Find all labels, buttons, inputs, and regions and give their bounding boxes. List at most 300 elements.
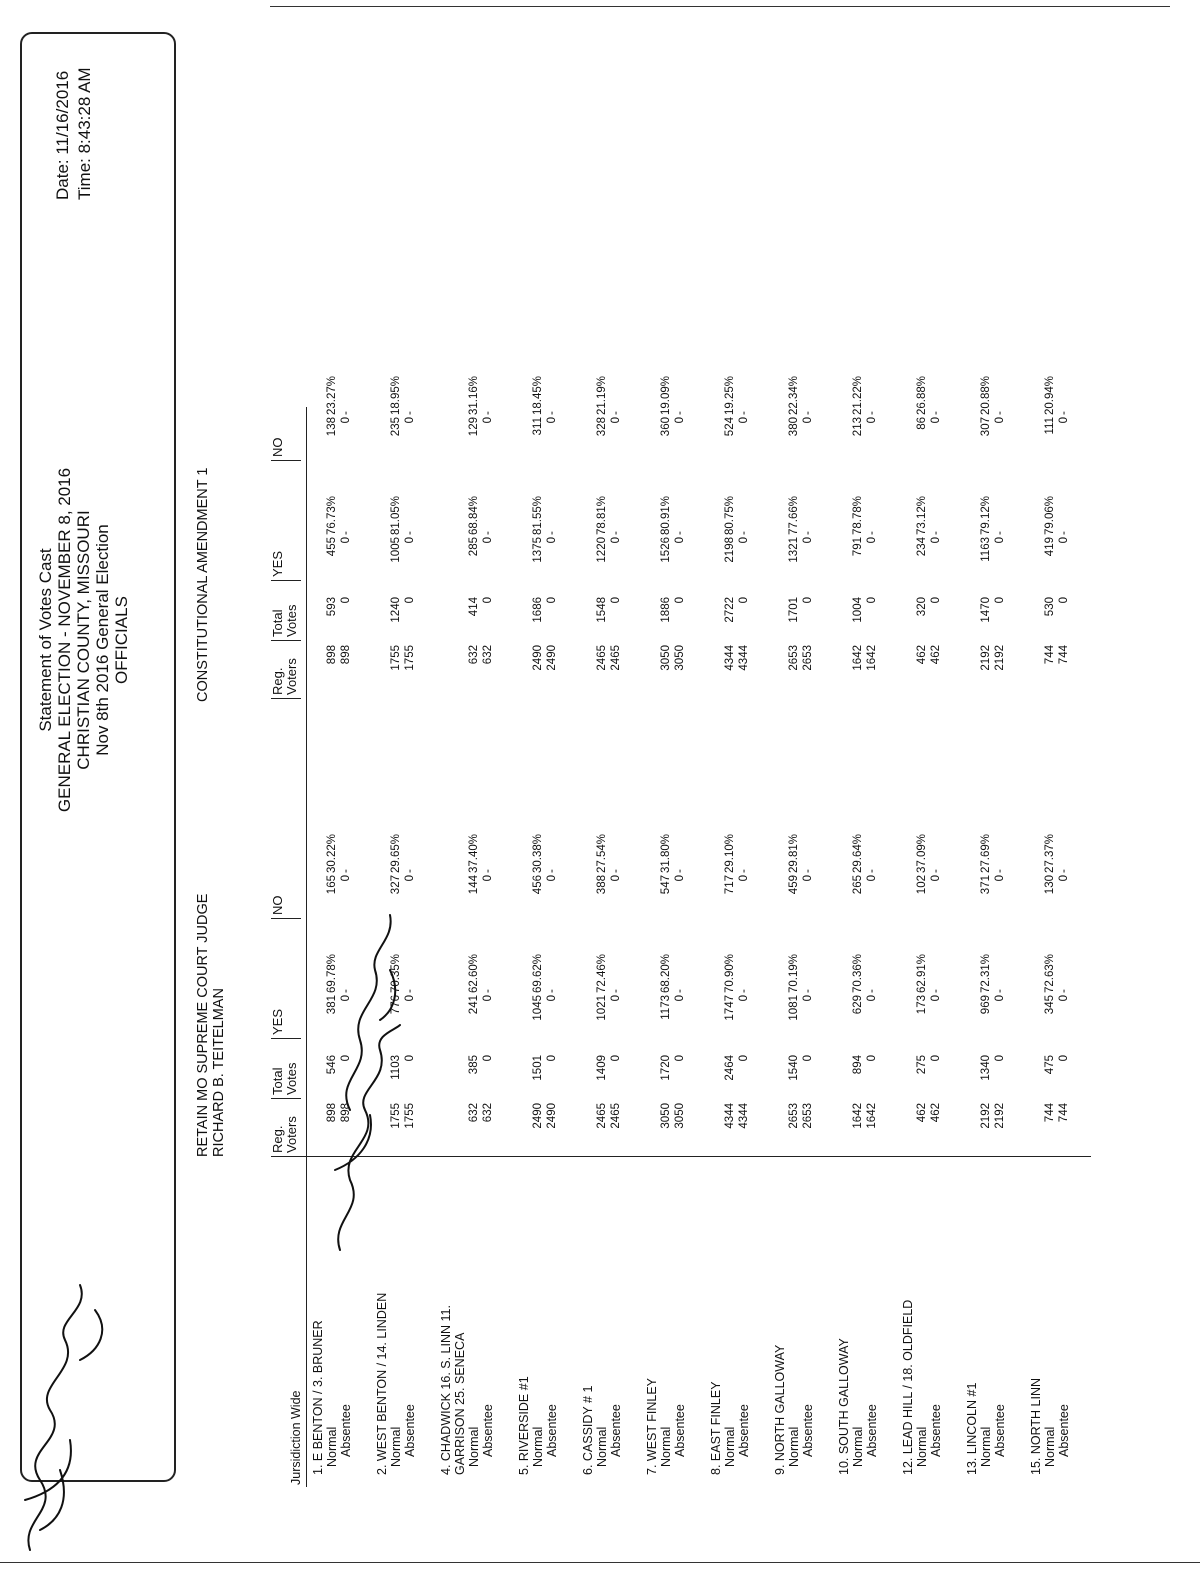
c1-total-votes-cell: 0	[610, 1055, 622, 1062]
c1-total-votes-cell: 0	[546, 1055, 558, 1062]
title-line-4: Nov 8th 2016 General Election	[93, 524, 112, 756]
c2-no-pct-cell: -	[994, 411, 1006, 415]
c2-no-pct-cell: -	[1058, 411, 1070, 415]
absentee-label: Absentee	[481, 1404, 495, 1457]
c1-no-votes-cell: 0	[866, 875, 878, 882]
c1-reg-voters-cell: 1755	[404, 1103, 416, 1129]
c2-yes-votes-cell: 0	[610, 537, 622, 544]
c2-yes-pct-cell: -	[802, 531, 814, 535]
c1-no-votes-cell: 0	[546, 875, 558, 882]
c2-yes-votes-cell: 0	[930, 537, 942, 544]
title-line-2: GENERAL ELECTION - NOVEMBER 8, 2016	[55, 467, 74, 813]
c1-no-votes-cell: 144	[468, 875, 480, 895]
c1-total-votes-cell: 275	[916, 1055, 928, 1075]
c1-no-pct-cell: 29.65%	[390, 833, 402, 873]
c1-no-votes-cell: 456	[532, 875, 544, 895]
c1-reg-voters-cell: 898	[326, 1103, 338, 1123]
contest-2-yes-header-text: YES	[270, 550, 285, 577]
c2-yes-votes-cell: 1220	[596, 537, 608, 563]
c2-yes-votes-cell: 285	[468, 537, 480, 557]
c1-yes-pct-cell: -	[866, 989, 878, 993]
c2-yes-pct-cell: 73.12%	[916, 495, 928, 535]
c2-no-votes-cell: 0	[1058, 417, 1070, 424]
c2-no-pct-cell: 19.09%	[660, 375, 672, 415]
precinct-name: 4. CHADWICK 16. S. LINN 11.	[439, 1305, 453, 1475]
c2-no-votes-cell: 0	[610, 417, 622, 424]
c1-yes-votes-cell: 241	[468, 995, 480, 1015]
c1-yes-pct-cell: 72.63%	[1044, 953, 1056, 993]
c1-yes-pct-cell: -	[738, 989, 750, 993]
c1-no-pct-cell: -	[404, 869, 416, 873]
absentee-row	[929, 407, 943, 1487]
contest-1-no-header-text: NO	[270, 895, 285, 915]
c2-no-pct-cell: 18.95%	[390, 375, 402, 415]
c1-no-votes-cell: 0	[482, 875, 494, 882]
normal-row	[915, 375, 929, 1487]
c2-yes-pct-cell: 68.84%	[468, 495, 480, 535]
c2-no-pct-cell: -	[404, 411, 416, 415]
c2-yes-pct-cell: 80.91%	[660, 495, 672, 535]
normal-row	[787, 375, 801, 1487]
c2-no-pct-cell: -	[738, 411, 750, 415]
c2-yes-votes-cell: 1163	[980, 537, 992, 562]
c1-yes-pct-cell: 69.62%	[532, 953, 544, 993]
c2-no-pct-cell: 21.19%	[596, 375, 608, 415]
c2-yes-votes-cell: 2198	[724, 537, 736, 563]
c1-no-votes-cell: 388	[596, 875, 608, 895]
c1-no-votes-cell: 371	[980, 875, 992, 895]
normal-row	[659, 375, 673, 1487]
c2-no-pct-cell: 22.34%	[788, 375, 800, 415]
c1-yes-pct-cell: -	[802, 989, 814, 993]
c2-no-pct-cell: 23.27%	[326, 375, 338, 415]
c2-no-votes-cell: 0	[546, 417, 558, 424]
c2-total-votes-cell: 530	[1044, 597, 1056, 617]
absentee-label: Absentee	[929, 1404, 943, 1457]
c1-reg-voters-cell: 1642	[866, 1103, 878, 1129]
c2-yes-pct-cell: 76.73%	[326, 495, 338, 535]
absentee-label: Absentee	[801, 1404, 815, 1457]
precinct-name-cont: GARRISON 25. SENECA	[453, 1332, 467, 1475]
c1-no-pct-cell: 27.37%	[1044, 833, 1056, 873]
c2-reg-voters-cell: 1755	[404, 645, 416, 671]
c1-yes-votes-cell: 173	[916, 995, 928, 1015]
contest-1-title-line-2: RICHARD B. TEITELMAN	[211, 988, 227, 1157]
c1-no-votes-cell: 0	[340, 875, 352, 882]
title-line-5: OFFICIALS	[112, 596, 131, 684]
contest-2-title-line-1: CONSTITUTIONAL AMENDMENT 1	[195, 467, 211, 702]
c2-yes-pct-cell: -	[930, 531, 942, 535]
c2-total-votes-cell: 0	[340, 597, 352, 604]
c2-reg-voters-cell: 1755	[390, 645, 402, 671]
c1-yes-votes-cell: 345	[1044, 995, 1056, 1015]
contest-1-yes-header	[271, 1009, 301, 1039]
c2-total-votes-cell: 1004	[852, 597, 864, 623]
c2-reg-voters-cell: 462	[916, 645, 928, 665]
c2-reg-voters-cell: 2653	[802, 645, 814, 671]
c1-total-votes-cell: 0	[340, 1055, 352, 1062]
c2-yes-votes-cell: 0	[866, 537, 878, 544]
normal-label: Normal	[467, 1426, 481, 1467]
contest-2-total-votes-header	[271, 604, 301, 641]
c2-reg-voters-cell: 1642	[852, 645, 864, 671]
c2-total-votes-cell: 0	[482, 597, 494, 604]
normal-label: Normal	[787, 1426, 801, 1467]
c2-total-votes-cell: 0	[866, 597, 878, 604]
c1-no-pct-cell: -	[482, 869, 494, 873]
c1-no-pct-cell: -	[1058, 869, 1070, 873]
c1-no-pct-cell: 29.64%	[852, 833, 864, 873]
absentee-label: Absentee	[609, 1404, 623, 1457]
contest-2-yes-header	[271, 551, 301, 581]
c1-yes-pct-cell: -	[482, 989, 494, 993]
normal-label: Normal	[979, 1426, 993, 1467]
c2-yes-votes-cell: 0	[994, 537, 1006, 544]
precinct-row	[439, 407, 453, 1487]
c2-yes-pct-cell: 80.75%	[724, 495, 736, 535]
c2-no-votes-cell: 138	[326, 417, 338, 437]
c1-no-pct-cell: 29.10%	[724, 833, 736, 873]
c2-total-votes-cell: 0	[610, 597, 622, 604]
c2-reg-voters-cell: 462	[930, 645, 942, 665]
c1-total-votes-cell: 894	[852, 1055, 864, 1075]
c1-no-pct-cell: -	[674, 869, 686, 873]
absentee-label: Absentee	[865, 1404, 879, 1457]
precinct-name: 9. NORTH GALLOWAY	[773, 1344, 787, 1475]
c2-total-votes-cell: 1548	[596, 597, 608, 623]
c1-no-votes-cell: 327	[390, 875, 402, 895]
c2-no-votes-cell: 0	[340, 417, 352, 424]
c2-total-votes-cell: 1470	[980, 597, 992, 623]
c2-yes-pct-cell: 77.66%	[788, 495, 800, 535]
c1-total-votes-cell: 1501	[532, 1055, 544, 1081]
header-rule	[306, 407, 307, 1487]
jurisdiction-label: Jursidiction Wide	[289, 1390, 303, 1485]
absentee-row	[609, 407, 623, 1487]
c1-no-votes-cell: 165	[326, 875, 338, 895]
precinct-name: 6. CASSIDY # 1	[581, 1385, 595, 1475]
c1-yes-votes-cell: 1173	[660, 995, 672, 1020]
c1-total-votes-cell: 0	[930, 1055, 942, 1062]
c1-reg-voters-cell: 2490	[546, 1103, 558, 1129]
c2-reg-voters-cell: 2192	[994, 645, 1006, 671]
c1-no-votes-cell: 130	[1044, 875, 1056, 895]
c1-total-votes-cell: 0	[404, 1055, 416, 1062]
scan-edge-top	[270, 6, 1170, 7]
c1-total-votes-cell: 0	[866, 1055, 878, 1062]
c1-reg-voters-cell: 2465	[596, 1103, 608, 1129]
c2-no-pct-cell: -	[930, 411, 942, 415]
c1-no-pct-cell: -	[610, 869, 622, 873]
contest-2-no-header	[271, 438, 301, 462]
c2-no-votes-cell: 0	[482, 417, 494, 424]
c1-yes-pct-cell: -	[930, 989, 942, 993]
c1-total-votes-cell: 0	[674, 1055, 686, 1062]
c2-reg-voters-cell: 2653	[788, 645, 800, 671]
c1-yes-votes-cell: 629	[852, 995, 864, 1015]
c1-no-pct-cell: 27.54%	[596, 833, 608, 873]
c2-no-pct-cell: -	[866, 411, 878, 415]
absentee-row	[545, 407, 559, 1487]
normal-label: Normal	[595, 1426, 609, 1467]
absentee-row	[865, 407, 879, 1487]
c2-reg-voters-cell: 2465	[596, 645, 608, 671]
c2-yes-votes-cell: 419	[1044, 537, 1056, 557]
precinct-name: 1. E BENTON / 3. BRUNER	[311, 1320, 325, 1475]
c1-no-pct-cell: -	[930, 869, 942, 873]
c1-reg-voters-cell: 4344	[738, 1103, 750, 1129]
c2-yes-pct-cell: 78.78%	[852, 495, 864, 535]
c2-yes-votes-cell: 0	[802, 537, 814, 544]
c1-yes-votes-cell: 0	[738, 995, 750, 1002]
c1-yes-votes-cell: 1747	[724, 995, 736, 1021]
c1-total-votes-cell: 1340	[980, 1055, 992, 1081]
c2-yes-pct-cell: 79.06%	[1044, 495, 1056, 535]
c2-no-pct-cell: -	[340, 411, 352, 415]
c1-yes-pct-cell: 62.91%	[916, 953, 928, 993]
c1-reg-voters-cell: 4344	[724, 1103, 736, 1129]
c2-total-votes-cell: 0	[802, 597, 814, 604]
c2-yes-pct-cell: 79.12%	[980, 495, 992, 535]
precinct-row	[837, 407, 851, 1487]
signature-3	[330, 900, 410, 1120]
contest-2-title	[195, 468, 211, 702]
c1-total-votes-cell: 0	[802, 1055, 814, 1062]
c2-total-votes-cell: 0	[738, 597, 750, 604]
c2-no-votes-cell: 0	[802, 417, 814, 424]
c2-yes-votes-cell: 0	[738, 537, 750, 544]
c1-reg-voters-cell: 632	[482, 1103, 494, 1123]
precinct-name: 8. EAST FINLEY	[709, 1381, 723, 1475]
c1-no-pct-cell: 27.69%	[980, 833, 992, 873]
c1-no-pct-cell: -	[802, 869, 814, 873]
c2-total-votes-cell: 0	[674, 597, 686, 604]
c1-no-votes-cell: 0	[404, 875, 416, 882]
precinct-row	[517, 407, 531, 1487]
c2-yes-pct-cell: -	[866, 531, 878, 535]
c2-total-votes-cell: 0	[1058, 597, 1070, 604]
c2-total-votes-cell: 2722	[724, 597, 736, 623]
c2-yes-votes-cell: 0	[404, 537, 416, 544]
c1-no-votes-cell: 0	[994, 875, 1006, 882]
c1-no-pct-cell: 29.81%	[788, 833, 800, 873]
c2-yes-votes-cell: 234	[916, 537, 928, 557]
c2-reg-voters-cell: 2465	[610, 645, 622, 671]
c2-no-votes-cell: 360	[660, 417, 672, 437]
c1-no-votes-cell: 265	[852, 875, 864, 895]
title-line-1: Statement of Votes Cast	[36, 548, 55, 732]
c1-yes-votes-cell: 0	[802, 995, 814, 1002]
normal-label: Normal	[389, 1426, 403, 1467]
c2-no-votes-cell: 311	[532, 417, 544, 436]
c1-yes-votes-cell: 0	[866, 995, 878, 1002]
precinct-name: 12. LEAD HILL / 18. OLDFIELD	[901, 1299, 915, 1475]
signature-1	[0, 1270, 140, 1560]
contest-2-reg-voters-header	[271, 658, 301, 699]
normal-label: Normal	[1043, 1426, 1057, 1467]
c2-no-votes-cell: 0	[930, 417, 942, 424]
c2-yes-pct-cell: 81.05%	[390, 495, 402, 535]
report-time: Time: 8:43:28 AM	[75, 67, 94, 200]
c1-total-votes-cell: 0	[994, 1055, 1006, 1062]
absentee-row	[993, 407, 1007, 1487]
c1-no-votes-cell: 459	[788, 875, 800, 895]
c2-yes-votes-cell: 1375	[532, 537, 544, 563]
c1-reg-voters-cell: 2653	[802, 1103, 814, 1129]
precinct-name: 13. LINCOLN #1	[965, 1382, 979, 1475]
precinct-name: 5. RIVERSIDE #1	[517, 1376, 531, 1475]
title-line-3: CHRISTIAN COUNTY, MISSOURI	[74, 510, 93, 770]
c1-reg-voters-cell: 2653	[788, 1103, 800, 1129]
c2-no-pct-cell: -	[674, 411, 686, 415]
c2-reg-voters-cell: 4344	[724, 645, 736, 671]
c2-total-votes-cell: 0	[930, 597, 942, 604]
c1-yes-votes-cell: 0	[482, 995, 494, 1002]
c1-reg-voters-cell: 2192	[980, 1103, 992, 1129]
c1-yes-pct-cell: -	[610, 989, 622, 993]
normal-label: Normal	[915, 1426, 929, 1467]
precinct-name: 7. WEST FINLEY	[645, 1377, 659, 1475]
absentee-row	[737, 407, 751, 1487]
c1-yes-votes-cell: 1021	[596, 995, 608, 1021]
precinct-row-cont	[453, 407, 467, 1487]
normal-row	[723, 375, 737, 1487]
c2-reg-voters-cell: 632	[482, 645, 494, 665]
c2-reg-voters-cell: 1642	[866, 645, 878, 671]
c1-yes-pct-cell: -	[674, 989, 686, 993]
c2-yes-votes-cell: 0	[340, 537, 352, 544]
c2-total-votes-cell: 1686	[532, 597, 544, 623]
absentee-label: Absentee	[403, 1404, 417, 1457]
c1-no-pct-cell: 31.80%	[660, 833, 672, 873]
c1-yes-votes-cell: 969	[980, 995, 992, 1015]
scan-edge-bottom	[0, 1562, 1200, 1563]
absentee-row	[481, 407, 495, 1487]
c1-yes-pct-cell: 72.31%	[980, 953, 992, 993]
contest-1-total-votes-header	[271, 1062, 301, 1099]
c1-no-pct-cell: 30.22%	[326, 833, 338, 873]
c2-no-votes-cell: 380	[788, 417, 800, 437]
contest-1-total-votes-header-text-1: Total	[270, 1067, 285, 1095]
precinct-row	[581, 407, 595, 1487]
c1-no-votes-cell: 0	[610, 875, 622, 882]
c2-total-votes-cell: 0	[994, 597, 1006, 604]
c2-reg-voters-cell: 2490	[546, 645, 558, 671]
c2-no-votes-cell: 328	[596, 417, 608, 437]
c2-yes-votes-cell: 1321	[788, 537, 800, 563]
c1-yes-votes-cell: 0	[546, 995, 558, 1002]
normal-label: Normal	[325, 1426, 339, 1467]
c1-yes-pct-cell: 68.20%	[660, 953, 672, 993]
absentee-label: Absentee	[993, 1404, 1007, 1457]
c1-yes-pct-cell: -	[340, 989, 352, 993]
c2-yes-votes-cell: 0	[482, 537, 494, 544]
c1-yes-pct-cell: 70.35%	[390, 953, 402, 993]
c2-reg-voters-cell: 744	[1044, 645, 1056, 665]
c2-yes-votes-cell: 0	[546, 537, 558, 544]
c1-total-votes-cell: 0	[1058, 1055, 1070, 1062]
c2-yes-pct-cell: 81.55%	[532, 495, 544, 535]
report-date-time	[52, 67, 96, 200]
normal-row	[531, 375, 545, 1487]
normal-label: Normal	[531, 1426, 545, 1467]
c1-no-votes-cell: 0	[674, 875, 686, 882]
c2-reg-voters-cell: 3050	[660, 645, 672, 671]
precinct-row	[1029, 407, 1043, 1487]
c2-yes-pct-cell: -	[994, 531, 1006, 535]
precinct-row	[311, 407, 325, 1487]
normal-row	[1043, 375, 1057, 1487]
c2-yes-votes-cell: 0	[1058, 537, 1070, 544]
contest-2-reg-voters-header-text-2: Voters	[284, 658, 299, 695]
c1-total-votes-cell: 385	[468, 1055, 480, 1075]
absentee-row	[673, 407, 687, 1487]
c1-no-votes-cell: 0	[930, 875, 942, 882]
normal-row	[851, 375, 865, 1487]
absentee-label: Absentee	[673, 1404, 687, 1457]
c2-no-votes-cell: 86	[916, 417, 928, 430]
contest-1-no-header	[271, 896, 301, 920]
contest-1-reg-voters-header	[271, 1116, 301, 1157]
precinct-row	[965, 407, 979, 1487]
contest-1-reg-voters-header-text-1: Reg.	[270, 1125, 285, 1153]
c1-reg-voters-cell: 462	[930, 1103, 942, 1123]
c2-no-pct-cell: 21.22%	[852, 375, 864, 415]
c1-no-pct-cell: -	[994, 869, 1006, 873]
c1-yes-pct-cell: 70.90%	[724, 953, 736, 993]
c2-no-pct-cell: 26.88%	[916, 375, 928, 415]
c1-total-votes-cell: 1720	[660, 1055, 672, 1081]
contest-1-yes-header-text: YES	[270, 1008, 285, 1035]
c1-yes-votes-cell: 1081	[788, 995, 800, 1021]
c1-reg-voters-cell: 744	[1044, 1103, 1056, 1123]
report-date: Date: 11/16/2016	[53, 70, 72, 200]
contest-2-no-header-text: NO	[270, 437, 285, 457]
contest-1-title	[195, 894, 227, 1157]
c1-total-votes-cell: 0	[738, 1055, 750, 1062]
contest-2-total-votes-header-text-1: Total	[270, 609, 285, 637]
c1-reg-voters-cell: 3050	[660, 1103, 672, 1129]
c2-no-votes-cell: 111	[1044, 417, 1056, 435]
c1-yes-pct-cell: -	[1058, 989, 1070, 993]
c2-no-pct-cell: 20.94%	[1044, 375, 1056, 415]
c2-total-votes-cell: 593	[326, 597, 338, 617]
c1-no-pct-cell: 30.38%	[532, 833, 544, 873]
c2-reg-voters-cell: 2490	[532, 645, 544, 671]
c2-yes-pct-cell: -	[546, 531, 558, 535]
report-title	[36, 390, 131, 890]
c2-yes-pct-cell: -	[674, 531, 686, 535]
normal-label: Normal	[851, 1426, 865, 1467]
normal-label: Normal	[659, 1426, 673, 1467]
c1-reg-voters-cell: 2192	[994, 1103, 1006, 1129]
precinct-row	[773, 407, 787, 1487]
c2-yes-votes-cell: 455	[326, 537, 338, 557]
c2-total-votes-cell: 0	[404, 597, 416, 604]
c1-no-votes-cell: 0	[1058, 875, 1070, 882]
normal-row	[979, 375, 993, 1487]
c2-no-votes-cell: 0	[738, 417, 750, 424]
c2-no-pct-cell: -	[610, 411, 622, 415]
c2-total-votes-cell: 320	[916, 597, 928, 617]
c1-yes-votes-cell: 0	[674, 995, 686, 1002]
c1-no-pct-cell: -	[738, 869, 750, 873]
absentee-label: Absentee	[1057, 1404, 1071, 1457]
c1-yes-votes-cell: 0	[994, 995, 1006, 1002]
c1-reg-voters-cell: 744	[1058, 1103, 1070, 1123]
c2-no-votes-cell: 524	[724, 417, 736, 437]
contest-1-reg-voters-header-text-2: Voters	[284, 1116, 299, 1153]
